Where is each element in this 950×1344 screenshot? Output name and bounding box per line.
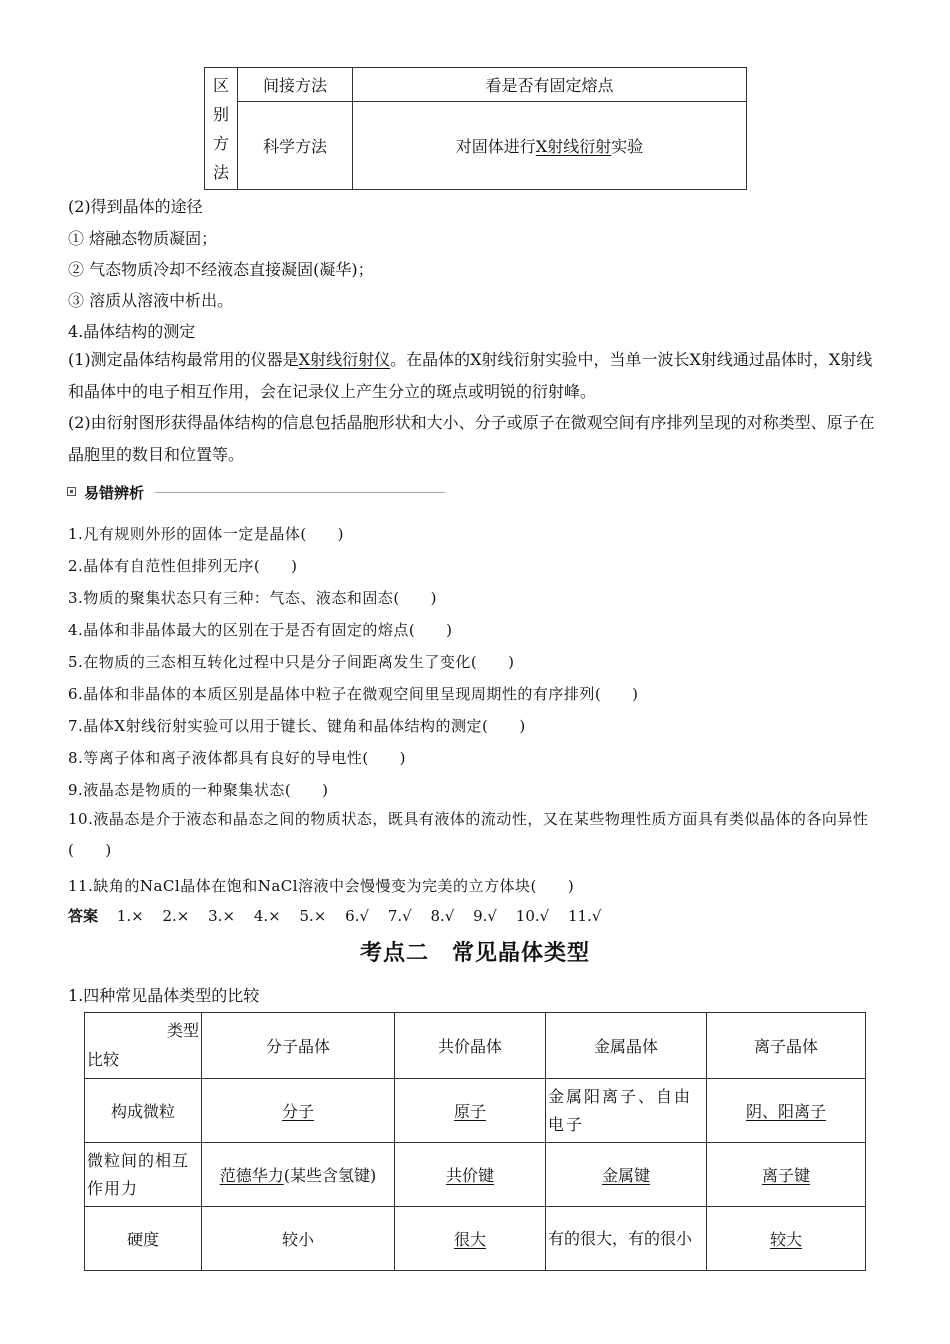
table-cell [707,1143,866,1207]
ways-heading: (2)得到晶体的途径 [68,197,203,216]
question: 10.液晶态是介于液态和晶态之间的物质状态，既具有液体的流动性，又在某些物理性质方面具有类似晶体的各向异性( ) [68,810,869,859]
section-title: 易错辨析 [84,484,145,502]
question: 4.晶体和非晶体最大的区别在于是否有固定的熔点( ) [68,621,453,639]
table-cell [202,1143,395,1207]
answer-item: 9.√ [473,907,497,925]
vertical-char: 别 [212,104,229,124]
row-label: 构成微粒 [85,1079,202,1143]
answer-item: 3.× [208,907,236,925]
measure-paragraph-1 [68,344,888,408]
answers-line [68,905,615,926]
answers-label: 答案 [68,907,99,925]
vertical-char: 区 [212,75,229,95]
answer-item: 1.× [116,907,144,925]
square-bullet-icon [67,487,76,496]
section-bar [67,482,445,502]
vertical-char: 法 [212,162,229,182]
corner-cell [85,1013,202,1079]
table-cell [395,1079,546,1143]
compare-heading: 1.四种常见晶体类型的比较 [68,986,260,1005]
answer-item: 6.√ [345,907,370,925]
para-text: (1)测定晶体结构最常用的仪器是 [68,350,299,369]
question: 5.在物质的三态相互转化过程中只是分子间距离发生了变化( ) [68,653,515,671]
desc-text: 实验 [611,137,644,156]
desc-answer: X射线衍射 [535,137,612,156]
column-header: 共价晶体 [395,1013,546,1079]
table-cell [707,1207,866,1271]
answer-item: 2.× [162,907,190,925]
method-desc [353,102,747,190]
answer-item: 8.√ [430,907,455,925]
method-table [204,67,747,190]
ways-item: ② 气态物质冷却不经液态直接凝固(凝华)； [68,260,374,279]
cell-answer: 分子 [281,1102,314,1121]
vertical-char: 方 [212,133,229,153]
cell-answer: 共价键 [445,1166,494,1185]
method-name: 科学方法 [238,102,353,190]
answer-item: 4.× [253,907,281,925]
cell-answer: 范德华力 [219,1166,284,1185]
table-cell: 较小 [202,1207,395,1271]
table-cell: 金属阳离子、自由电子 [546,1079,707,1143]
ways-item: ① 熔融态物质凝固； [68,229,218,248]
cell-answer: 金属键 [601,1166,650,1185]
cell-answer: 离子键 [761,1166,810,1185]
column-header: 分子晶体 [202,1013,395,1079]
measure-heading: 4.晶体结构的测定 [68,322,196,341]
cell-answer: 阴、阳离子 [745,1102,826,1121]
question: 2.晶体有自范性但排列无序( ) [68,557,298,575]
desc-text: 对固体进行 [455,137,536,156]
cell-answer: 很大 [453,1230,486,1249]
table-cell [546,1143,707,1207]
table-cell [707,1079,866,1143]
row-label: 微粒间的相互作用力 [85,1143,202,1207]
para-answer: X射线衍射仪 [298,350,391,369]
para-text: 。在晶体的X射线衍射实验中，当单一波长X射线通过晶体时，X射线和晶体中的电子相互作用，会在记录仪上产生分立的斑点或明锐的衍射峰。 [68,350,873,401]
row-label: 硬度 [85,1207,202,1271]
question: 7.晶体X射线衍射实验可以用于键长、键角和晶体结构的测定( ) [68,717,526,735]
column-header: 离子晶体 [707,1013,866,1079]
crystal-type-table [84,1012,866,1271]
cell-note: (某些含氢键) [283,1166,377,1185]
answer-item: 5.× [299,907,327,925]
cell-answer: 原子 [453,1102,486,1121]
table-cell [395,1207,546,1271]
section-heading: 考点二 常见晶体类型 [359,941,590,966]
cell-answer: 较大 [769,1230,802,1249]
question: 11.缺角的NaCl晶体在饱和NaCl溶液中会慢慢变为完美的立方体块( ) [68,877,575,895]
corner-bottom-label: 比较 [87,1049,120,1069]
question: 9.液晶态是物质的一种聚集状态( ) [68,781,329,799]
vertical-label-cell [205,68,238,190]
method-name: 间接方法 [238,68,353,102]
table-cell [202,1079,395,1143]
method-desc: 看是否有固定熔点 [353,68,747,102]
question: 1.凡有规则外形的固体一定是晶体( ) [68,525,345,543]
column-header: 金属晶体 [546,1013,707,1079]
table-cell: 有的很大，有的很小 [546,1207,707,1271]
question: 8.等离子体和离子液体都具有良好的导电性( ) [68,749,407,767]
table-cell [395,1143,546,1207]
measure-paragraph-2: (2)由衍射图形获得晶体结构的信息包括晶胞形状和大小、分子或原子在微观空间有序排列呈现的对称类型、原子在晶胞里的数目和位置等。 [68,413,875,464]
answer-item: 11.√ [567,907,602,925]
corner-top-label: 类型 [166,1020,199,1040]
answer-item: 7.√ [387,907,412,925]
ways-item: ③ 溶质从溶液中析出。 [68,291,234,310]
answer-item: 10.√ [515,907,550,925]
question: 3.物质的聚集状态只有三种：气态、液态和固态( ) [68,589,438,607]
question: 6.晶体和非晶体的本质区别是晶体中粒子在微观空间里呈现周期性的有序排列( ) [68,685,639,703]
divider [155,492,445,493]
